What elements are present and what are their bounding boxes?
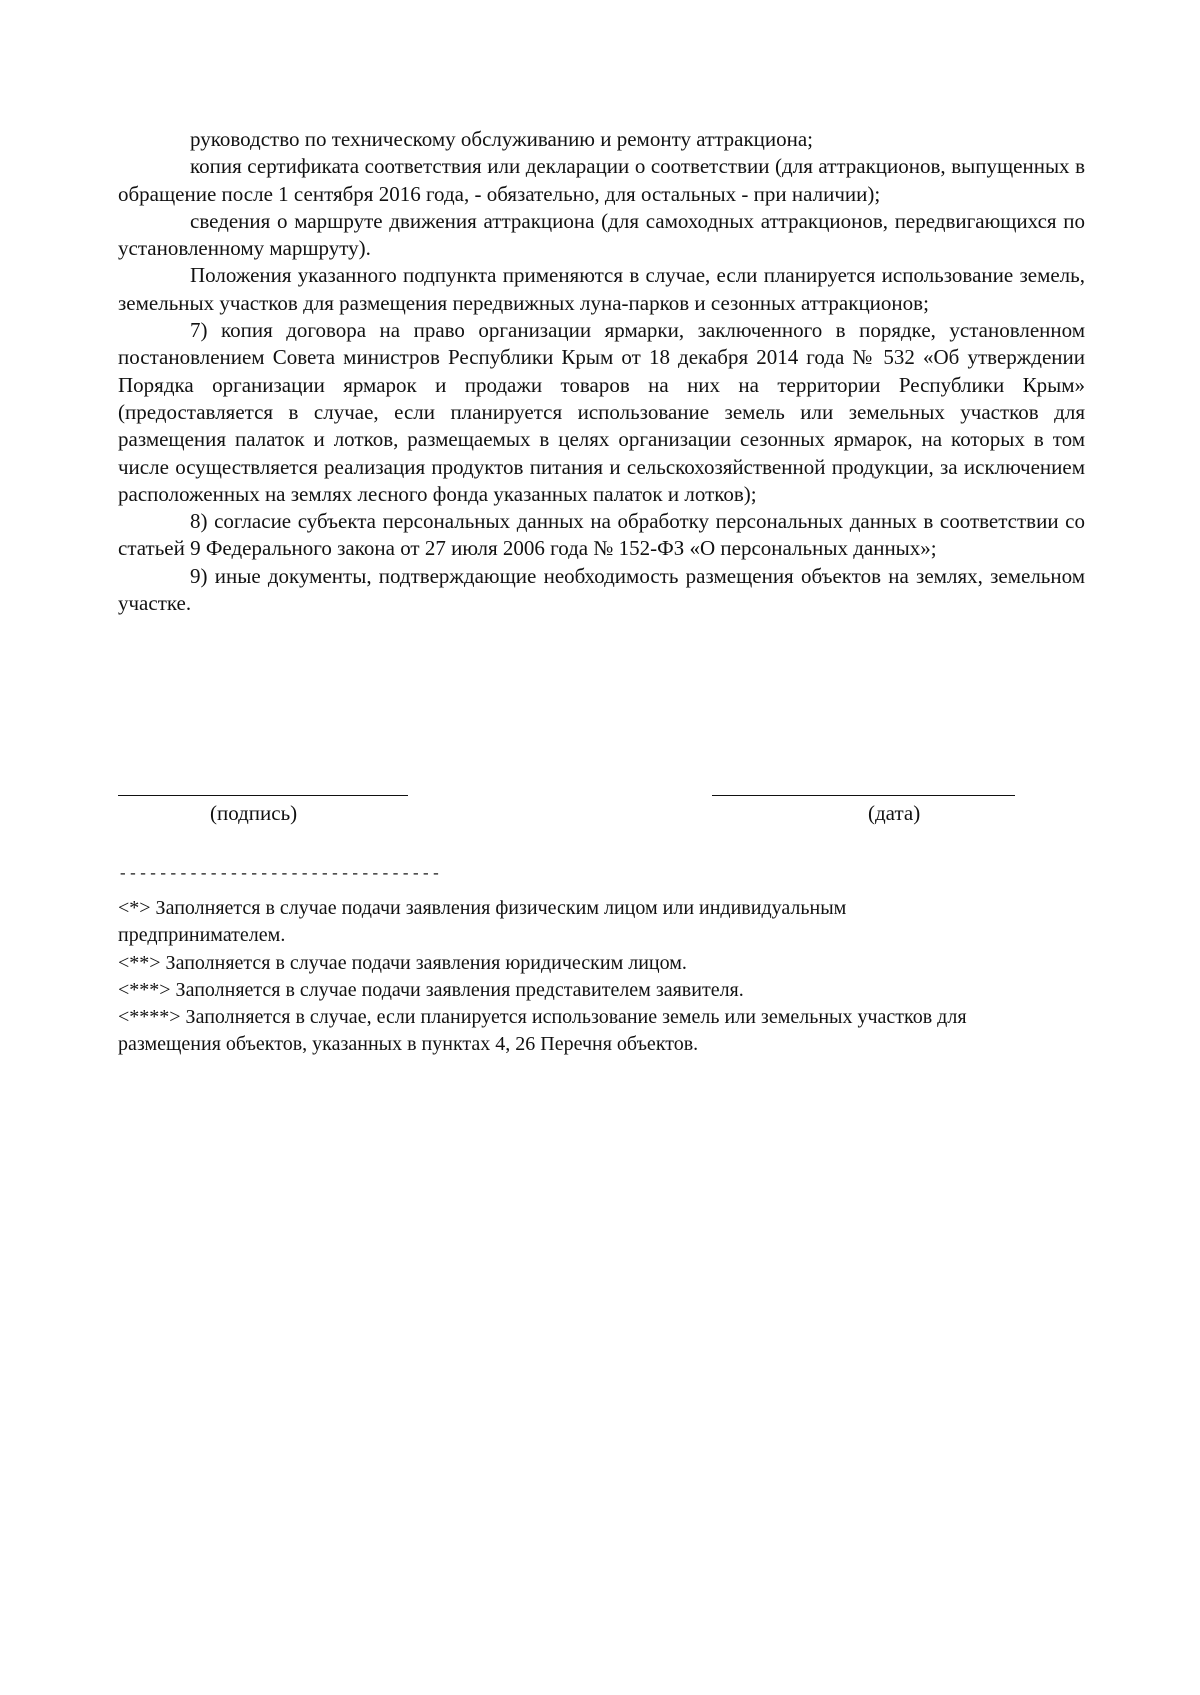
paragraph-subclause-applicability: Положения указанного подпункта применяются в случае, если планируется использование земель, земельных участков для размещения передвижных луна-парков и сезонных аттракционов; xyxy=(118,263,1085,315)
paragraph-certificate-copy: копия сертификата соответствия или декларации о соответствии (для аттракционов, выпущенных в обращение после 1 сентября 2016 года, - обязательно, для остальных - при наличии); xyxy=(118,154,1085,206)
paragraph-item-7: 7) копия договора на право организации ярмарки, заключенного в порядке, установленном постановлением Совета министров Республики Крым от 18 декабря 2014 года № 532 «Об утверждении Порядка организации ярмарок и продажи товаров на них на территории Республики Крым» (предоставляется в случае, если планируется использование земель или земельных участков для размещения палаток и лотков, размещаемых в целях организации сезонных ярмарок, на которых в том числе осуществляется реализация продуктов питания и сельскохозяйственной продукции, за исключением расположенных на землях лесного фонда указанных палаток и лотков); xyxy=(118,318,1085,506)
footnote-3: <***> Заполняется в случае подачи заявления представителем заявителя. xyxy=(118,978,744,1001)
signature-line xyxy=(118,795,408,796)
paragraph-maintenance-manual: руководство по техническому обслуживанию и ремонту аттракциона; xyxy=(190,127,814,151)
paragraph-route-info: сведения о маршруте движения аттракциона (для самоходных аттракционов, передвигающихся по установленному маршруту). xyxy=(118,208,1085,261)
date-label: (дата) xyxy=(868,801,921,825)
paragraph-item-9: 9) иные документы, подтверждающие необходимость размещения объектов на землях, земельном участке. xyxy=(118,563,1085,616)
footnote-4: <****> Заполняется в случае, если планируется использование земель или земельных участков для размещения объектов, указанных в пунктах 4, 26 Перечня объектов. xyxy=(118,1006,967,1056)
signature-label: (подпись) xyxy=(210,801,298,825)
footnotes xyxy=(118,895,1018,1059)
footnote-1: <*> Заполняется в случае подачи заявления физическим лицом или индивидуальным предпринимателем. xyxy=(118,897,847,947)
footnote-2: <**> Заполняется в случае подачи заявления юридическим лицом. xyxy=(118,951,687,974)
document-body xyxy=(118,126,1085,617)
paragraph-item-8: 8) согласие субъекта персональных данных на обработку персональных данных в соответствии со статьей 9 Федерального закона от 27 июля 2006 года № 152-ФЗ «О персональных данных»; xyxy=(118,509,1085,561)
footnote-separator: -------------------------------- xyxy=(118,865,442,883)
date-line xyxy=(712,795,1015,796)
